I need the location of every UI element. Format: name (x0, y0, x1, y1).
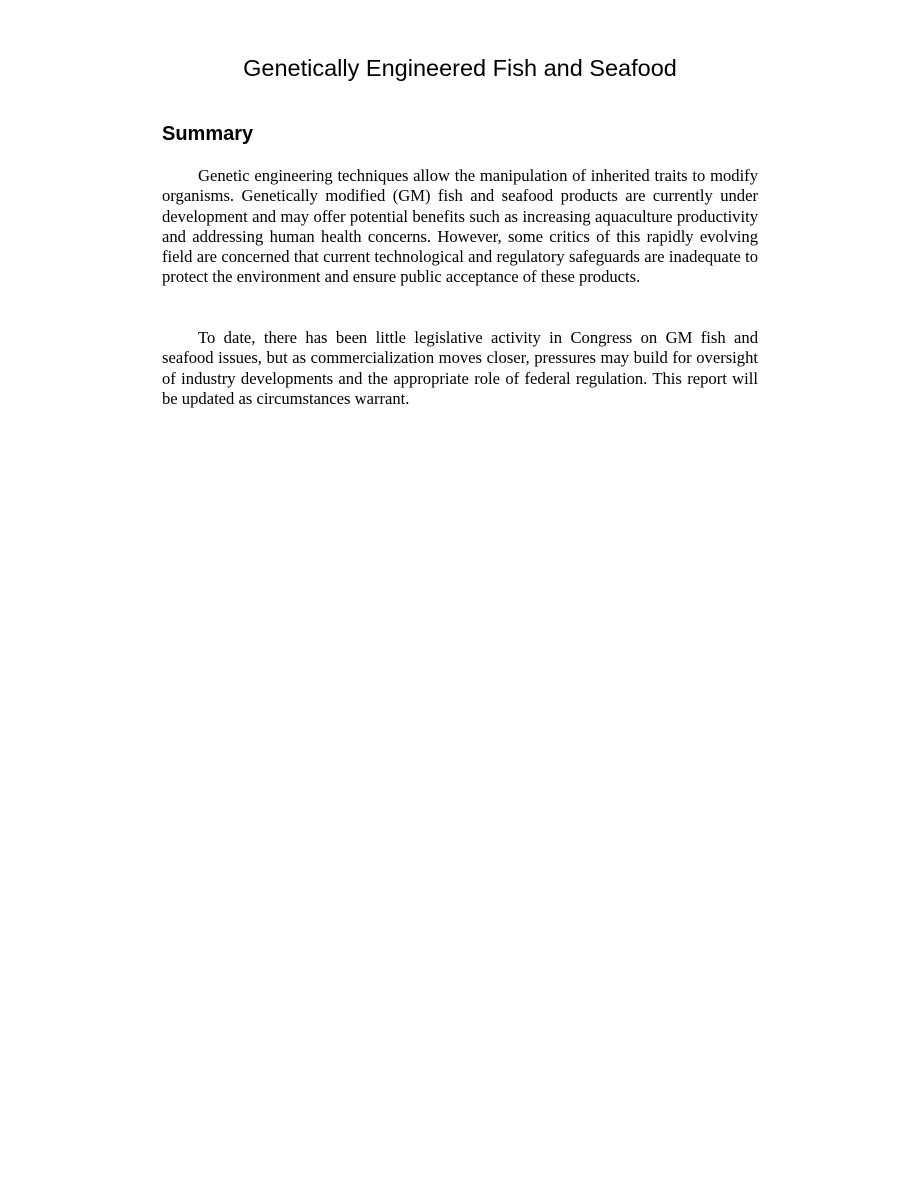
summary-paragraph: Genetic engineering techniques allow the manipulation of inherited traits to modify organisms. Genetically modified (GM) fish and seafood products are currently under development and may offer potential benefits such as increasing aquaculture productivity and addressing human health concerns. However, some critics of this rapidly evolving field are concerned that current technological and regulatory safeguards are inadequate to protect the environment and ensure public acceptance of these products. (162, 166, 758, 287)
summary-heading: Summary (162, 123, 254, 145)
document-title: Genetically Engineered Fish and Seafood (243, 55, 677, 81)
summary-paragraph: To date, there has been little legislative activity in Congress on GM fish and seafood issues, but as commercialization moves closer, pressures may build for oversight of industry developments and the appropriate role of federal regulation. This report will be updated as circumstances warrant. (162, 328, 758, 408)
